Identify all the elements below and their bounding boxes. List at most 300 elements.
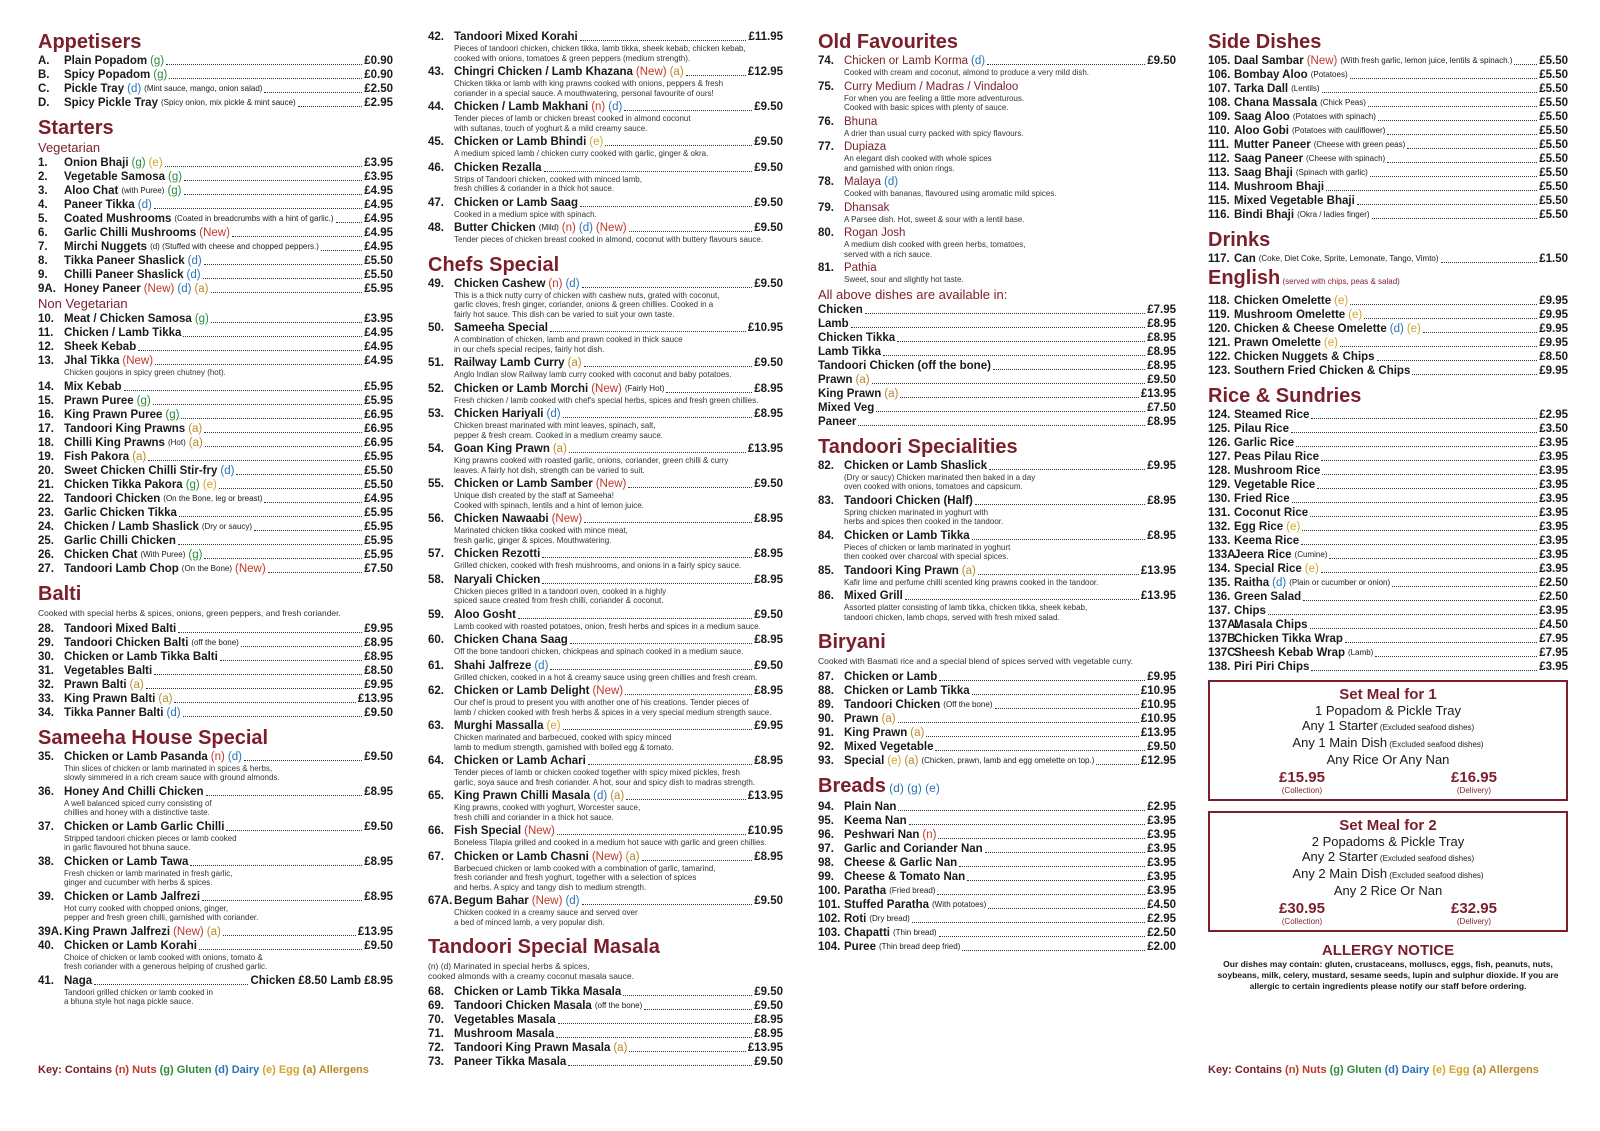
item-name: Mirchi Nuggets	[64, 241, 148, 253]
diet-tag: (n)	[548, 277, 563, 290]
menu-item	[428, 221, 783, 235]
item-price: £3.95	[1147, 857, 1176, 869]
dot-leader	[1350, 78, 1538, 79]
set-meal-line: Any 2 Starter (Excluded seafood dishes)	[1301, 849, 1475, 864]
diet-tag: (New)	[173, 925, 204, 938]
menu-item	[1208, 422, 1568, 436]
dot-leader	[206, 795, 363, 796]
dot-leader	[988, 908, 1145, 909]
menu-item	[428, 894, 783, 908]
item-price: £3.95	[1147, 885, 1176, 897]
set-meal-line: Any 2 Rice Or Nan	[1333, 883, 1443, 898]
item-name: Prawn Balti	[64, 678, 127, 691]
item-price: £5.50	[364, 478, 393, 491]
item-price: £8.95	[1147, 317, 1176, 330]
dot-leader	[1412, 374, 1537, 375]
diet-tag: (d)	[186, 269, 201, 281]
item-note: (Spinach with garlic)	[1295, 168, 1368, 177]
menu-item	[428, 719, 783, 733]
set-meal-title: Set Meal for 1	[1339, 686, 1437, 703]
item-number: 104.	[818, 941, 841, 953]
set-meal-price: £30.95	[1279, 900, 1325, 917]
item-price: £9.50	[754, 136, 783, 148]
price-block	[1451, 900, 1497, 926]
item-name: King Prawn Jalfrezi	[64, 925, 171, 938]
item-name: Bombay Aloo	[1234, 69, 1308, 81]
diet-tag: (Chicken, prawn, lamb and egg omelette on top.)	[921, 756, 1095, 765]
diet-tag: (n)	[591, 101, 606, 113]
diet-tag: (g)	[136, 394, 151, 407]
item-price: £3.95	[1539, 605, 1568, 617]
menu-item	[1208, 138, 1568, 152]
item-number: 69.	[428, 1000, 444, 1012]
item-number: 120.	[1208, 323, 1231, 335]
dot-leader	[226, 830, 362, 831]
item-name: Fried Rice	[1234, 493, 1290, 505]
menu-item	[428, 512, 783, 526]
dot-leader	[321, 250, 362, 251]
menu-item	[428, 608, 783, 622]
item-number: 74.	[818, 55, 834, 67]
item-price: £2.95	[1147, 913, 1176, 925]
item-number: 37.	[38, 820, 54, 833]
item-name: Special Rice	[1234, 563, 1302, 575]
diet-tag: (g)	[185, 478, 200, 491]
item-number: 56.	[428, 513, 444, 525]
item-number: 99.	[818, 871, 834, 883]
item-price: £9.95	[1539, 323, 1568, 335]
item-number: 75.	[818, 80, 834, 93]
price-block	[1279, 900, 1325, 926]
dot-leader	[1368, 106, 1537, 107]
menu-item	[38, 268, 393, 282]
dot-leader	[1317, 488, 1537, 489]
item-number: 83.	[818, 494, 834, 507]
menu-item	[1208, 68, 1568, 82]
item-number: 2.	[38, 171, 48, 183]
dot-leader	[642, 860, 753, 861]
dot-leader	[179, 516, 362, 517]
item-description: King prawns cooked with roasted garlic, onions, coriander, green chilli & curry leaves. A fairly hot dish, strength can be varied to suit.	[454, 456, 729, 475]
item-price: £3.95	[1539, 549, 1568, 561]
item-description: Strips of Tandoori chicken, cooked with minced lamb, fresh chillies & coriander in a thick hot sauce.	[454, 174, 642, 193]
item-number: 124.	[1208, 409, 1231, 421]
set-meal-price: £15.95	[1279, 769, 1325, 786]
dot-leader	[542, 557, 752, 558]
dot-leader	[580, 40, 747, 41]
diet-tag: (a)	[188, 436, 203, 449]
item-name: Paneer	[818, 415, 857, 428]
diet-tag: (a)	[881, 713, 896, 725]
item-description: Stripped tandoori chicken pieces or lamb cooked in garlic flavoured hot bhuna sauce.	[64, 833, 237, 852]
menu-item	[38, 664, 393, 678]
item-note: (Off the bone)	[943, 700, 993, 709]
dot-leader	[542, 583, 752, 584]
menu-item	[1208, 294, 1568, 308]
item-number: 135.	[1208, 577, 1231, 589]
item-price: £4.50	[1539, 619, 1568, 631]
menu-item	[818, 884, 1176, 898]
item-number: 45.	[428, 136, 444, 148]
item-note: (Potatoes with spinach)	[1292, 112, 1376, 121]
item-name: Tandoori Chicken	[844, 699, 941, 711]
dot-leader	[666, 392, 752, 393]
item-name: Mixed Grill	[844, 590, 903, 602]
dot-leader	[584, 522, 752, 523]
dot-leader	[558, 1023, 753, 1024]
dot-leader	[1364, 318, 1537, 319]
dot-leader	[972, 694, 1139, 695]
item-price: £10.95	[747, 322, 783, 334]
item-price: £13.95	[1140, 564, 1176, 577]
diet-tag: (d)	[546, 408, 561, 420]
menu-item	[1208, 208, 1568, 222]
menu-item	[428, 1041, 783, 1055]
item-name: Dupiaza	[844, 141, 887, 153]
item-price: £13.95	[357, 692, 393, 705]
menu-item	[428, 321, 783, 335]
item-number: 8.	[38, 255, 48, 267]
item-price: £9.50	[754, 986, 783, 998]
item-number: 52.	[428, 382, 444, 395]
item-name: Onion Bhaji	[64, 157, 129, 169]
dot-leader	[1372, 218, 1538, 219]
diet-tag: (d)	[884, 176, 899, 188]
menu-item	[38, 548, 393, 562]
item-name: King Prawn	[818, 387, 882, 400]
item-note: (Cheese with spinach)	[1306, 154, 1386, 163]
item-number: 22.	[38, 492, 54, 505]
item-number: 30.	[38, 650, 54, 663]
section-heading: Sameeha House Special	[38, 726, 269, 749]
item-number: 61.	[428, 659, 444, 672]
menu-item	[1208, 450, 1568, 464]
item-description: King prawns, cooked with yoghurt, Worcester sauce, fresh chilli and coriander in a thick hot sauce.	[454, 803, 641, 822]
dot-leader	[568, 1065, 752, 1066]
item-number: 53.	[428, 408, 444, 420]
dot-leader	[1345, 642, 1537, 643]
menu-item	[38, 506, 393, 520]
item-number: 71.	[428, 1028, 444, 1040]
item-name: Malaya	[844, 176, 882, 188]
menu-item	[818, 800, 1176, 814]
diet-tag: (New)	[235, 562, 266, 575]
menu-column-4	[1208, 30, 1568, 992]
diet-tag: (New)	[1306, 55, 1338, 67]
item-price: £7.50	[364, 562, 393, 575]
dot-leader	[1378, 120, 1537, 121]
set-meal-line: Any Rice Or Any Nan	[1326, 752, 1450, 767]
diet-tag: (a)	[188, 422, 203, 435]
diet-tag: (n)	[561, 222, 576, 234]
section-tags: (served with chips, peas & salad)	[1280, 277, 1400, 286]
item-number: 46.	[428, 161, 444, 174]
item-name: King Prawn	[844, 727, 908, 739]
dot-leader	[975, 504, 1145, 505]
item-description: Fresh chicken or lamb marinated in fresh garlic, ginger and cucumber with herbs & spices.	[64, 868, 233, 887]
item-number: 111.	[1208, 139, 1230, 151]
item-description: Tender pieces of chicken breast cooked in almond, coconut with buttery flavours sauce.	[454, 235, 764, 244]
diet-tag: (g)	[153, 69, 168, 81]
item-price: £10.95	[747, 825, 783, 837]
section-heading: Rice & Sundries	[1208, 385, 1362, 407]
diet-tag: (a)	[158, 692, 173, 705]
menu-item	[38, 380, 393, 394]
dot-leader	[1311, 670, 1537, 671]
item-name: Aloo Gobi	[1234, 125, 1289, 137]
section-heading: English (served with chips, peas & salad)	[1208, 267, 1400, 289]
item-name: Stuffed Paratha	[844, 899, 929, 911]
menu-item	[818, 698, 1176, 712]
menu-item	[818, 842, 1176, 856]
menu-item	[1208, 548, 1568, 562]
diet-tag: (d)	[565, 277, 580, 290]
menu-item	[818, 740, 1176, 754]
section-tags: (d) (g) (e)	[885, 781, 940, 795]
item-description: Off the bone tandoori chicken, chickpeas and spinach cooked in a medium sauce.	[454, 647, 744, 656]
diet-tag: (g)	[150, 55, 165, 67]
item-name: Tandoori Chicken Masala	[454, 1000, 592, 1012]
item-name: Paneer Tikka Masala	[454, 1056, 567, 1068]
item-name: Chicken or Lamb Tikka Balti	[64, 650, 218, 663]
item-note: (Spicy onion, mix pickle & mint sauce)	[160, 98, 296, 107]
menu-item	[1208, 110, 1568, 124]
diet-tag: (e)	[546, 720, 561, 732]
item-number: 137.	[1208, 605, 1231, 617]
menu-item	[818, 754, 1176, 768]
item-name: Rogan Josh	[844, 227, 906, 239]
dot-leader	[518, 618, 752, 619]
item-price: £8.95	[754, 382, 783, 395]
diet-tag: (a)	[610, 790, 625, 802]
item-number: 125.	[1208, 423, 1231, 435]
item-price: £13.95	[747, 443, 783, 455]
item-note: (Chick Peas)	[1320, 98, 1366, 107]
dot-leader	[232, 236, 362, 237]
dot-leader	[1301, 544, 1537, 545]
item-name: Chingri Chicken / Lamb Khazana	[454, 66, 633, 78]
item-name: Garlic Chicken Tikka	[64, 506, 177, 519]
menu-item	[38, 925, 393, 939]
diet-tag: (d)	[593, 790, 608, 802]
set-meal-prices	[1216, 769, 1560, 795]
menu-item	[1208, 308, 1568, 322]
item-number: 90.	[818, 713, 834, 725]
dot-leader	[1392, 586, 1537, 587]
item-price: £13.95	[747, 1042, 783, 1054]
item-price: £5.50	[364, 464, 393, 477]
item-number: 94.	[818, 801, 834, 813]
diet-tag: (d)	[971, 55, 986, 67]
item-name: Bindi Bhaji	[1234, 209, 1295, 221]
menu-item	[428, 65, 783, 79]
item-price: £9.95	[1539, 365, 1568, 377]
menu-item	[38, 622, 393, 636]
dot-leader	[985, 852, 1146, 853]
menu-item	[428, 1013, 783, 1027]
menu-item	[38, 96, 393, 110]
dot-leader	[184, 194, 363, 195]
diet-tag: (a)	[132, 450, 147, 463]
menu-item	[38, 340, 393, 354]
diet-tag: (New)	[531, 895, 563, 907]
item-price: £2.50	[1147, 927, 1176, 939]
item-description: Choice of chicken or lamb cooked with onions, tomato & fresh coriander with a generous helping of crushed garlic.	[64, 952, 268, 971]
dot-leader	[1441, 262, 1538, 263]
dot-leader	[1321, 460, 1537, 461]
item-note: (Fried bread)	[889, 886, 936, 895]
item-number: 40.	[38, 939, 54, 952]
section-heading: Tandoori Special Masala	[428, 936, 660, 958]
item-note: (Thin bread deep fried)	[878, 942, 961, 951]
section-heading: Old Favourites	[818, 31, 959, 53]
dot-leader	[155, 364, 362, 365]
menu-item	[818, 373, 1176, 387]
item-price: £8.95	[754, 850, 783, 863]
dot-leader	[1291, 432, 1537, 433]
item-number: 96.	[818, 829, 834, 841]
menu-item	[38, 820, 393, 834]
item-name: Chicken Chat	[64, 548, 138, 561]
item-number: 65.	[428, 790, 444, 802]
item-number: 117.	[1208, 253, 1230, 265]
dot-leader	[550, 331, 746, 332]
item-price: £8.95	[364, 890, 393, 903]
item-price: £7.50	[1147, 401, 1176, 414]
item-name: Chicken Tikka	[818, 331, 896, 344]
dot-leader	[183, 716, 363, 717]
item-number: 59.	[428, 608, 444, 621]
item-price: £3.95	[1539, 661, 1568, 673]
dot-leader	[165, 166, 363, 167]
item-name: Prawn	[818, 373, 853, 386]
item-description: Chicken pieces grilled in a tandoori oven, cooked in a highly spiced sauce created from fresh chilli, coriander & coconut.	[454, 586, 667, 605]
item-number: 51.	[428, 357, 444, 369]
item-price: £9.50	[1147, 741, 1176, 753]
item-number: 12.	[38, 341, 54, 353]
diet-tag: (g)	[168, 171, 183, 183]
item-name: Prawn Puree	[64, 394, 134, 407]
item-description: Barbecued chicken or lamb cooked with a combination of garlic, tamarind, fresh coriander and fresh yoghurt, together with a selection of spices and herbs. A spicy and tangy dish to medium strength.	[454, 863, 716, 892]
item-price: £5.50	[364, 269, 393, 281]
diet-tag: (a)	[129, 678, 144, 691]
item-number: 3.	[38, 185, 48, 197]
item-description: Tender pieces of lamb or chicken breast cooked in almond coconut with sultanas, touch of yoghurt & a mild creamy sauce.	[454, 114, 691, 133]
item-name: Chicken Nuggets & Chips	[1234, 351, 1375, 363]
item-price: £5.95	[364, 380, 393, 393]
item-name: Chicken / Lamb Makhani	[454, 101, 589, 113]
item-name: Chicken or Lamb Tawa	[64, 855, 189, 868]
menu-item	[1208, 562, 1568, 576]
item-number: 87.	[818, 671, 834, 683]
dot-leader	[876, 411, 1145, 412]
menu-item	[1208, 604, 1568, 618]
item-price: £5.50	[1539, 83, 1568, 95]
item-name: Chicken or Lamb Jalfrezi	[64, 890, 201, 903]
menu-item	[1208, 408, 1568, 422]
dot-leader	[900, 397, 1138, 398]
item-name: Chicken Tikka Wrap	[1234, 633, 1343, 645]
item-price: Chicken £8.50 Lamb £8.95	[250, 974, 393, 987]
set-meal-price: £16.95	[1451, 769, 1497, 786]
item-price: £9.95	[364, 678, 393, 691]
dot-leader	[1096, 764, 1138, 765]
item-name: Tikka Panner Balti	[64, 706, 164, 719]
item-name: Mutter Paneer	[1234, 139, 1311, 151]
item-price: £9.95	[364, 622, 393, 635]
dot-leader	[124, 390, 363, 391]
menu-item	[1208, 618, 1568, 632]
menu-item	[1208, 632, 1568, 646]
dot-leader	[1326, 190, 1537, 191]
diet-tag: (a)	[855, 373, 870, 386]
item-note: (Mild)	[538, 223, 559, 232]
diet-tag: (New)	[551, 513, 583, 525]
dot-leader	[1340, 346, 1537, 347]
section-subheading: Non Vegetarian	[38, 296, 128, 311]
item-description: Sweet, sour and slightly hot taste.	[844, 275, 964, 284]
item-price: £9.95	[1539, 295, 1568, 307]
item-price: £5.95	[364, 506, 393, 519]
menu-item	[818, 115, 1176, 129]
diet-tag: (d)	[565, 895, 580, 907]
item-note: (d) (Stuffed with cheese and chopped peppers.)	[150, 242, 319, 251]
item-price: £3.95	[1539, 493, 1568, 505]
item-price: £3.95	[1147, 843, 1176, 855]
item-price: £7.95	[1147, 303, 1176, 316]
menu-item	[38, 68, 393, 82]
menu-item	[38, 478, 393, 492]
item-name: Chicken / Lamb Shaslick	[64, 520, 199, 533]
item-name: Jhal Tikka	[64, 355, 120, 367]
menu-item	[818, 529, 1176, 543]
price-type: (Collection)	[1281, 786, 1323, 795]
item-name: Chicken	[818, 303, 863, 316]
item-name: Chicken or Lamb Chasni	[454, 850, 589, 863]
item-number: 18.	[38, 436, 54, 449]
item-price: £2.95	[364, 97, 393, 109]
item-number: 101.	[818, 899, 841, 911]
dot-leader	[166, 64, 362, 65]
item-price: £3.95	[1539, 479, 1568, 491]
item-name: Goan King Prawn	[454, 443, 550, 455]
item-number: 137C.	[1208, 647, 1239, 659]
dot-leader	[987, 64, 1145, 65]
set-meal-note: (Excluded seafood dishes)	[1387, 871, 1484, 880]
menu-item	[428, 754, 783, 768]
item-name: Tandoori Chicken (off the bone)	[818, 359, 991, 372]
item-price: £3.95	[1539, 521, 1568, 533]
item-price: £8.95	[754, 685, 783, 697]
item-number: 76.	[818, 115, 834, 128]
menu-item	[428, 161, 783, 175]
item-name: Vegetable Samosa	[64, 171, 165, 183]
dot-leader	[236, 474, 362, 475]
item-name: Paneer Tikka	[64, 199, 135, 211]
menu-item	[428, 633, 783, 647]
set-meal-line: Any 1 Main Dish (Excluded seafood dishes)	[1292, 735, 1484, 750]
item-name: Steamed Rice	[1234, 409, 1310, 421]
item-price: £8.95	[1147, 415, 1176, 428]
item-number: 89.	[818, 699, 834, 711]
dot-leader	[1311, 418, 1537, 419]
item-number: 81.	[818, 262, 834, 274]
item-name: King Prawn Chilli Masala	[454, 790, 591, 802]
item-price: £13.95	[1140, 387, 1176, 400]
menu-item	[1208, 166, 1568, 180]
item-price: £3.95	[1539, 451, 1568, 463]
item-price: £4.95	[364, 227, 393, 239]
